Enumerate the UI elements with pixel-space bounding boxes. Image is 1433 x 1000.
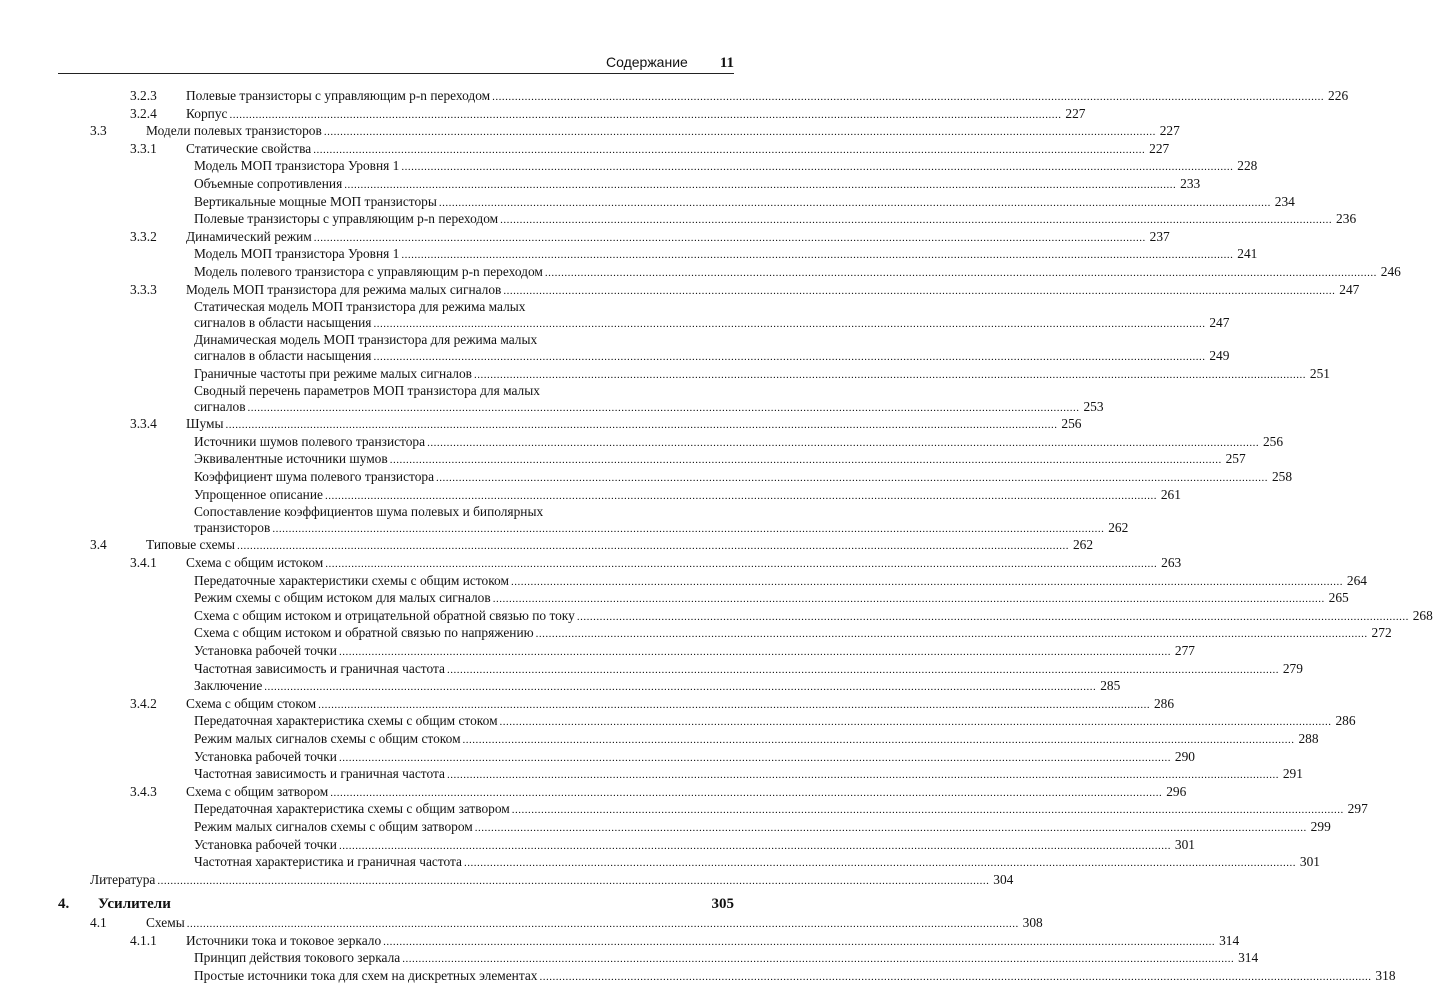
toc-entry-page: 314 [1219,932,1240,948]
toc-entry-page: 247 [1209,314,1230,330]
toc-entry-number: 3.3.1 [130,140,157,156]
leader-dots [447,663,1279,679]
toc-entry[interactable] [58,211,1357,229]
toc-entry-continuation [58,314,1230,333]
toc-entry[interactable] [58,625,1392,643]
leader-dots [318,698,1150,714]
leader-dots [493,592,1325,608]
toc-entry-title-cont: сигналов [194,398,246,414]
leader-dots [187,917,1019,933]
leader-dots [314,231,1146,247]
leader-dots [540,970,1372,986]
toc-entry-title: Частотная характеристика и граничная частота [194,854,462,870]
toc-entry-title: Эквивалентные источники шумов [194,451,388,467]
header-rule [58,73,734,74]
toc-entry-number: 3.4.3 [130,783,157,799]
toc-entry-page: 233 [1180,175,1201,191]
toc-entry-number: 3.3 [90,123,107,139]
leader-dots [474,368,1306,384]
toc-entry[interactable] [58,783,1187,802]
toc-entry-page: 291 [1282,766,1303,782]
toc-entry-page: 227 [1065,105,1086,121]
toc-entry[interactable] [58,932,1240,951]
toc-entry-page: 308 [1022,914,1043,930]
toc-entry[interactable] [58,246,1258,264]
toc-entry-title: Передаточная характеристика схемы с общим затвором [194,801,510,817]
toc-entry[interactable] [58,504,734,520]
toc-entry[interactable] [58,695,1175,714]
toc-entry[interactable] [58,332,734,348]
toc-entry-title: Режим малых сигналов схемы с общим стоком [194,730,461,746]
leader-dots [325,557,1157,573]
toc-entry-title: Схема с общим стоком [186,695,317,711]
toc-entry[interactable] [58,228,1170,247]
toc-entry[interactable] [58,88,1349,106]
toc-entry-title: Полевые транзисторы с управляющим p-n переходом [186,88,491,103]
toc-entry-title: Передаточные характеристики схемы с общим истоком [194,572,509,588]
leader-dots [248,401,1080,417]
toc-entry-number: 3.4 [90,537,107,553]
toc-entry-title: Динамическая модель МОП транзистора для режима малых [194,332,538,348]
leader-dots [402,952,1234,968]
leader-dots [447,768,1279,784]
toc-entry-page: 249 [1209,347,1230,363]
toc-entry[interactable] [58,175,1201,194]
toc-entry-page: 299 [1310,818,1331,834]
toc-entry-page: 304 [993,871,1014,887]
toc-entry[interactable] [58,572,1367,591]
toc-entry-title: Литература [90,871,156,887]
leader-dots [464,856,1296,872]
toc-entry[interactable] [58,193,1295,212]
toc-entry[interactable] [58,914,1043,933]
toc-entry-title-cont: транзисторов [194,519,271,535]
leader-dots [339,751,1171,767]
toc-entry-number: 4.1 [90,914,107,930]
toc-entry-title: Принцип действия токового зеркала [194,950,401,966]
toc-entry-title: Коэффициент шума полевого транзистора [194,469,435,485]
toc-entry-number: 3.2.4 [130,105,157,121]
leader-dots [330,786,1162,802]
toc-entry-number: 4.1.1 [130,932,157,948]
toc-entry-title: Источники шумов полевого транзистора [194,433,426,449]
toc-entry[interactable] [58,537,1094,555]
toc-entry[interactable] [58,766,1303,784]
toc-entry[interactable] [58,643,1195,661]
toc-entry[interactable] [58,818,1331,837]
toc-entry[interactable] [58,836,1195,855]
toc-entry[interactable] [58,967,1396,986]
toc-entry-title: Частотная зависимость и граничная частота [194,660,445,676]
toc-entry-page: 236 [1336,211,1357,227]
leader-dots [272,522,1104,538]
toc-entry[interactable] [58,383,734,399]
toc-entry-title: Полевые транзисторы с управляющим p-n переходом [194,211,499,227]
toc-entry-page: 256 [1262,433,1284,449]
toc-entry[interactable] [58,105,1086,124]
toc-entry-title: Вертикальные мощные МОП транзисторы [194,193,437,209]
leader-dots [492,90,1324,106]
toc-entry-title: Простые источники тока для схем на дискретных элементах [194,967,538,983]
toc-entry[interactable] [58,590,1349,608]
toc-entry[interactable] [58,854,1320,872]
toc-entry-page: 237 [1149,228,1170,244]
toc-entry-page: 265 [1328,590,1349,606]
toc-entry[interactable] [58,950,1259,968]
toc-entry-number: 3.2.3 [130,88,157,103]
toc-entry-title: Источники тока и токовое зеркало [186,932,382,948]
toc-entry-number: 3.3.3 [130,281,157,297]
toc-entry-title: Модель МОП транзистора Уровня 1 [194,158,400,174]
toc-entry-number: 3.4.1 [130,555,157,571]
leader-dots [344,178,1176,194]
toc-entry-page: 251 [1309,365,1330,381]
toc-entry-page: 288 [1298,730,1319,746]
toc-entry-number: 3.4.2 [130,695,157,711]
toc-entry-page: 241 [1237,246,1258,262]
leader-dots [500,213,1332,229]
leader-dots [339,645,1171,661]
toc-entry-page: 279 [1282,660,1303,676]
toc-entry[interactable] [58,660,1303,679]
toc-entry[interactable] [58,607,1433,626]
toc-entry-page: 305 [711,896,734,913]
toc-entry[interactable] [58,713,1356,731]
toc-entry-title: Схема с общим истоком [186,555,324,571]
leader-dots [577,610,1409,626]
leader-dots [536,627,1368,643]
toc-entry-title: Модель МОП транзистора Уровня 1 [194,246,400,262]
toc-entry-page: 268 [1412,607,1433,623]
toc-entry-page: 301 [1299,854,1320,870]
toc-entry[interactable] [58,730,1319,749]
toc-entry-continuation [58,398,1104,417]
toc-entry-page: 258 [1271,469,1293,485]
toc-entry-page: 263 [1161,555,1182,571]
leader-dots [401,248,1233,264]
toc-entry-title: Статическая модель МОП транзистора для режима малых [194,299,526,315]
toc-entry-title: Схема с общим истоком и отрицательной обратной связью по току [194,607,575,623]
toc-entry-number: 4. [58,896,70,913]
toc-entry[interactable] [58,555,1182,573]
toc-entry[interactable] [58,263,1401,282]
toc-entry-page: 286 [1335,713,1356,729]
leader-dots [500,715,1332,731]
toc-entry-page: 272 [1371,625,1392,641]
toc-entry-title: Модели полевых транзисторов [146,123,322,139]
toc-entry[interactable] [58,158,1258,176]
toc-entry[interactable] [58,299,734,315]
leader-dots [237,539,1069,555]
toc-entry[interactable] [58,416,1082,434]
toc-entry-number: 3.3.4 [130,416,157,432]
toc-entry-page: 301 [1174,836,1195,852]
leader-dots [436,471,1268,487]
leader-dots [229,108,1061,124]
leader-dots [313,143,1145,159]
page-number: 11 [719,55,734,71]
toc-entry-title-cont: сигналов в области насыщения [194,314,372,330]
running-header-title: Содержание [605,54,688,70]
leader-dots [325,489,1157,505]
leader-dots [264,680,1096,696]
toc-entry-title: Режим малых сигналов схемы с общим затвором [194,818,473,834]
leader-dots [511,575,1343,591]
leader-dots [324,125,1156,141]
toc-entry-title: Схема с общим истоком и обратной связью по напряжению [194,625,534,641]
leader-dots [157,874,989,890]
leader-dots [512,803,1344,819]
toc-entry-title: Передаточная характеристика схемы с общим стоком [194,713,498,729]
toc-entry-page: 318 [1375,967,1396,983]
toc-entry[interactable] [58,748,1195,767]
toc-entry-title: Установка рабочей точки [194,643,337,658]
running-header [58,54,734,72]
toc-entry-page: 297 [1347,801,1368,817]
toc-entry[interactable] [58,469,1293,487]
leader-dots [545,266,1377,282]
toc-entry-title-cont: сигналов в области насыщения [194,347,372,363]
toc-entry-continuation [58,347,1230,366]
toc-entry[interactable] [58,140,1170,159]
toc-entry[interactable] [58,433,1284,452]
leader-dots [463,733,1295,749]
toc-entry[interactable] [58,486,1181,505]
leader-dots [439,196,1271,212]
toc-entry-title: Сводный перечень параметров МОП транзистора для малых [194,383,540,399]
toc-entry-title: Корпус [186,105,228,121]
toc-entry-title: Режим схемы с общим истоком для малых сигналов [194,590,491,606]
leader-dots [503,284,1335,300]
toc-entry-title: Модель полевого транзистора с управляющим p-n переходом [194,263,543,279]
toc-entry-page: 286 [1153,695,1175,711]
toc-entry-page: 247 [1339,281,1360,297]
leader-dots [427,436,1259,452]
toc-entry[interactable] [58,897,734,913]
table-of-contents [58,88,1433,985]
toc-entry-title: Типовые схемы [146,537,236,553]
toc-entry-title: Установка рабочей точки [194,836,337,852]
toc-entry-title: Упрощенное описание [194,486,323,502]
toc-entry-page: 262 [1108,519,1129,535]
toc-entry-continuation [58,519,1129,538]
toc-entry-title: Усилители [98,896,171,913]
toc-entry-number: 3.3.2 [130,228,157,244]
toc-entry-title: Заключение [194,678,263,694]
leader-dots [390,453,1222,469]
toc-entry-page: 227 [1159,123,1180,139]
toc-entry-page: 261 [1160,486,1181,502]
leader-dots [383,935,1215,951]
toc-entry-title: Объемные сопротивления [194,175,343,191]
toc-entry-title: Установка рабочей точки [194,748,337,764]
leader-dots [475,821,1307,837]
toc-entry[interactable] [58,451,1246,469]
toc-entry-page: 296 [1166,783,1187,799]
toc-entry[interactable] [58,871,1014,890]
leader-dots [339,839,1171,855]
toc-entry-page: 314 [1238,950,1259,966]
toc-entry-title: Шумы [186,416,224,432]
toc-entry[interactable] [58,281,1360,300]
toc-entry-title: Сопоставление коэффициентов шума полевых и биполярных [194,504,544,520]
toc-entry-page: 285 [1100,678,1121,694]
toc-entry-page: 227 [1149,140,1170,156]
toc-entry[interactable] [58,123,1180,141]
toc-entry-page: 253 [1083,398,1104,414]
leader-dots [401,160,1233,176]
toc-entry[interactable] [58,365,1330,384]
toc-entry-title: Динамический режим [186,228,312,244]
toc-entry-page: 277 [1174,643,1195,658]
toc-entry-page: 246 [1380,263,1401,279]
toc-entry-title: Граничные частоты при режиме малых сигналов [194,365,472,381]
toc-entry-title: Модель МОП транзистора для режима малых сигналов [186,281,502,297]
toc-entry-page: 290 [1174,748,1195,764]
toc-entry-title: Частотная зависимость и граничная частота [194,766,445,782]
leader-dots [226,418,1058,434]
leader-dots [373,350,1205,366]
toc-entry-page: 228 [1237,158,1258,174]
toc-entry-page: 256 [1061,416,1082,432]
toc-entry[interactable] [58,678,1121,696]
toc-entry-title: Схема с общим затвором [186,783,329,799]
toc-entry[interactable] [58,801,1368,819]
toc-entry-page: 234 [1274,193,1295,209]
toc-entry-title: Схемы [146,914,185,930]
leader-dots [373,317,1205,333]
toc-entry-title: Статические свойства [186,140,312,156]
toc-entry-page: 262 [1072,537,1094,553]
toc-entry-page: 257 [1225,451,1246,467]
toc-entry-page: 264 [1346,572,1367,588]
toc-entry-page: 226 [1328,88,1349,103]
